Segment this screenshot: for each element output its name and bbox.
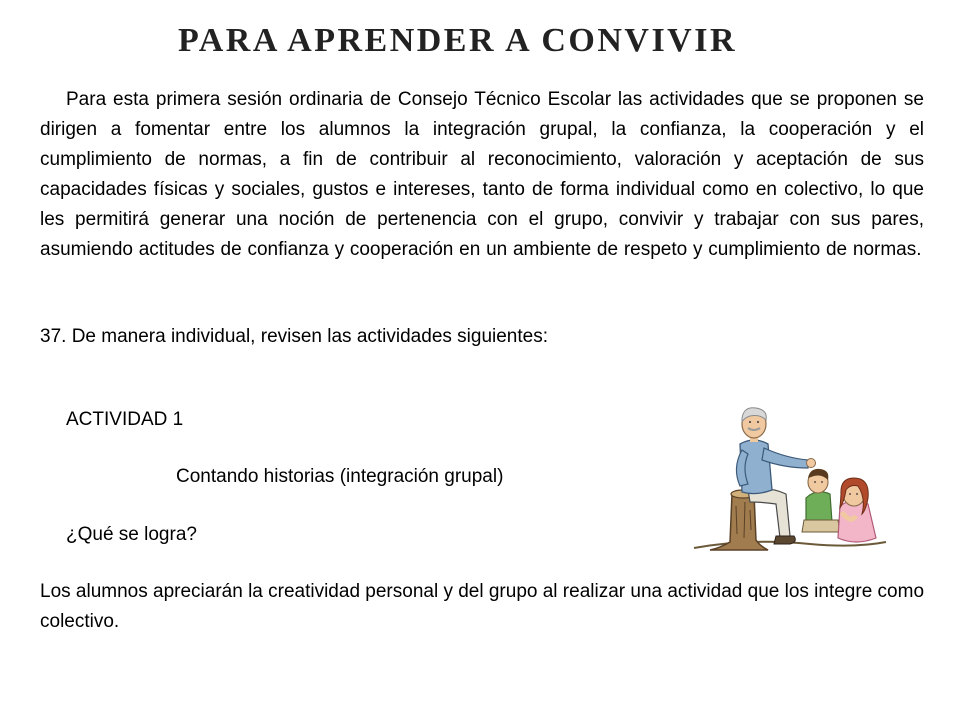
storytelling-illustration — [690, 402, 890, 554]
instruction-text: 37. De manera individual, revisen las actividades siguientes: — [40, 326, 548, 347]
boy-figure — [802, 469, 840, 532]
answer-paragraph: Los alumnos apreciarán la creatividad personal y del grupo al realizar una actividad que los integre como colectivo. — [40, 581, 925, 632]
intro-paragraph: Para esta primera sesión ordinaria de Consejo Técnico Escolar las actividades que se proponen se dirigen a fomentar entre los alumnos la integración grupal, la confianza, la cooperación y el cumplimiento de normas, a fin de contribuir al reconocimiento, valoración y aceptación de sus capacidades físicas y sociales, gustos e intereses, tanto de forma individual como en colectivo, lo que les permitirá generar una noción de pertenencia con el grupo, convivir y trabajar con sus pares, asumiendo actitudes de confianza y cooperación en un ambiente de respeto y cumplimiento de normas. — [40, 89, 924, 260]
girl-figure — [838, 478, 876, 542]
activity-label: ACTIVIDAD 1 — [66, 409, 184, 430]
question-text: ¿Qué se logra? — [66, 524, 197, 545]
page-title: PARA APRENDER A CONVIVIR — [177, 22, 738, 59]
activity-name: Contando historias (integración grupal) — [176, 466, 504, 487]
